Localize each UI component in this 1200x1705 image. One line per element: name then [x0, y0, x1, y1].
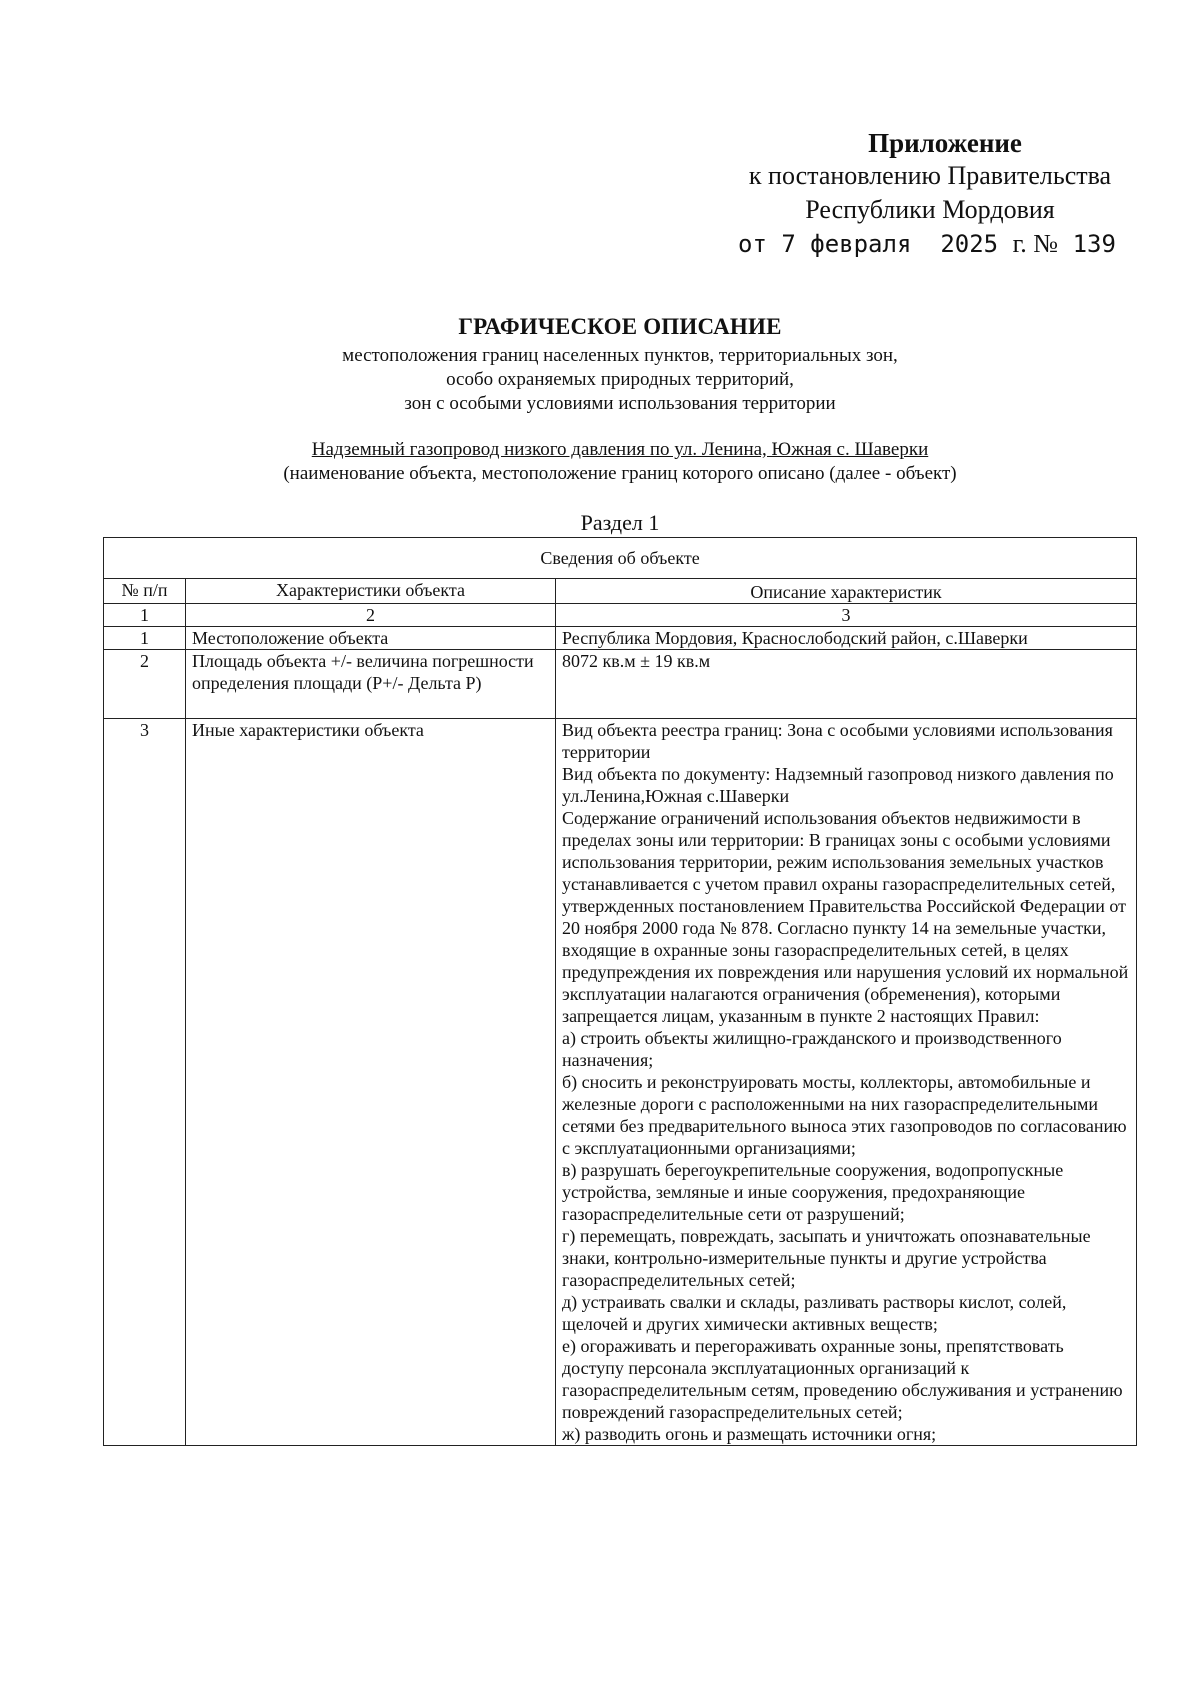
desc-paragraph: е) огораживать и перегораживать охранные зоны, препятствовать доступу персонала эксплуатационных организаций к газораспределительным сетям, проведению обслуживания и устранению повреждений газораспределительных сетей;: [562, 1336, 1123, 1422]
object-name: Надземный газопровод низкого давления по ул. Ленина, Южная с. Шаверки: [311, 439, 929, 460]
desc-paragraph: а) строить объекты жилищно-гражданского и производственного назначения;: [562, 1028, 1062, 1070]
date-mid: г. №: [1012, 229, 1059, 258]
table-row: [104, 719, 1137, 1446]
document-number: 139: [1072, 230, 1116, 258]
row-description: [556, 719, 1137, 1446]
table-row: [104, 650, 1137, 719]
heading-sub-1: местоположения границ населенных пунктов, территориальных зон,: [342, 345, 898, 366]
date-day-month: 7 февраля: [781, 230, 912, 258]
row-number: 1: [104, 627, 186, 650]
row-characteristic: Площадь объекта +/- величина погрешности определения площади (P+/- Дельта P): [186, 650, 556, 719]
document-heading: [100, 314, 1140, 416]
appendix-line-2: Республики Мордовия: [805, 195, 1055, 224]
appendix-block: [700, 128, 1160, 259]
desc-paragraph: д) устраивать свалки и склады, разливать растворы кислот, солей, щелочей и других химически активных веществ;: [562, 1292, 1067, 1334]
table-caption: Сведения об объекте: [104, 538, 1137, 579]
row-characteristic: Местоположение объекта: [186, 627, 556, 650]
desc-paragraph: Вид объекта по документу: Надземный газопровод низкого давления по ул.Ленина,Южная с.Шаверки: [562, 764, 1114, 806]
col-number-2: 2: [186, 604, 556, 627]
object-info-table: [103, 537, 1137, 1446]
desc-paragraph: г) перемещать, повреждать, засыпать и уничтожать опознавательные знаки, контрольно-измерительные пункты и другие устройства газораспределительных сетей;: [562, 1226, 1091, 1290]
row-description: Республика Мордовия, Краснослободский район, с.Шаверки: [556, 627, 1137, 650]
appendix-date: [738, 229, 1160, 259]
col-number-1: 1: [104, 604, 186, 627]
document-title: ГРАФИЧЕСКОЕ ОПИСАНИЕ: [458, 314, 782, 339]
row-number: 3: [104, 719, 186, 1446]
col-number-3: 3: [556, 604, 1137, 627]
heading-sub-2: особо охраняемых природных территорий,: [446, 369, 794, 390]
object-name-block: [100, 438, 1140, 486]
desc-paragraph: б) сносить и реконструировать мосты, коллекторы, автомобильные и железные дороги с расположенными на них газораспределительными сетями без предварительного выноса этих газопроводов по согласованию с эксплуатационными организациями;: [562, 1072, 1127, 1158]
table-row: [104, 627, 1137, 650]
section-label: Раздел 1: [580, 510, 660, 535]
object-name-caption: (наименование объекта, местоположение границ которого описано (далее - объект): [283, 463, 957, 484]
desc-paragraph: в) разрушать берегоукрепительные сооружения, водопропускные устройства, земляные и иные сооружения, предохраняющие газораспределительные сети от разрушений;: [562, 1160, 1064, 1224]
desc-paragraph: ж) разводить огонь и размещать источники огня;: [562, 1424, 937, 1444]
row-characteristic: Иные характеристики объекта: [186, 719, 556, 1446]
desc-paragraph: Вид объекта реестра границ: Зона с особыми условиями использования территории: [562, 720, 1113, 762]
date-year: 2025: [940, 230, 999, 258]
row-number: 2: [104, 650, 186, 719]
appendix-title: Приложение: [868, 128, 1022, 158]
date-prefix: от: [738, 230, 767, 258]
desc-paragraph: Содержание ограничений использования объектов недвижимости в пределах зоны или территории: В границах зоны с особыми условиями использования территории, режим использования земельных участков устанавливается с учетом правил охраны газораспределительных сетей, утвержденных постановлением Правительства Российской Федерации от 20 ноября 2000 года № 878. Согласно пункту 14 на земельные участки, входящие в охранные зоны газораспределительных сетей, в целях предупреждения их повреждения или нарушения условий их нормальной эксплуатации налагаются ограничения (обременения), которыми запрещается лицам, указанным в пункте 2 настоящих Правил:: [562, 808, 1129, 1026]
header-number: № п/п: [104, 579, 186, 604]
heading-sub-3: зон с особыми условиями использования территории: [404, 393, 836, 414]
appendix-line-1: к постановлению Правительства: [748, 161, 1112, 190]
header-characteristics: Характеристики объекта: [186, 579, 556, 604]
row-description: 8072 кв.м ± 19 кв.м: [556, 650, 1137, 719]
header-description: Описание характеристик: [556, 579, 1137, 604]
